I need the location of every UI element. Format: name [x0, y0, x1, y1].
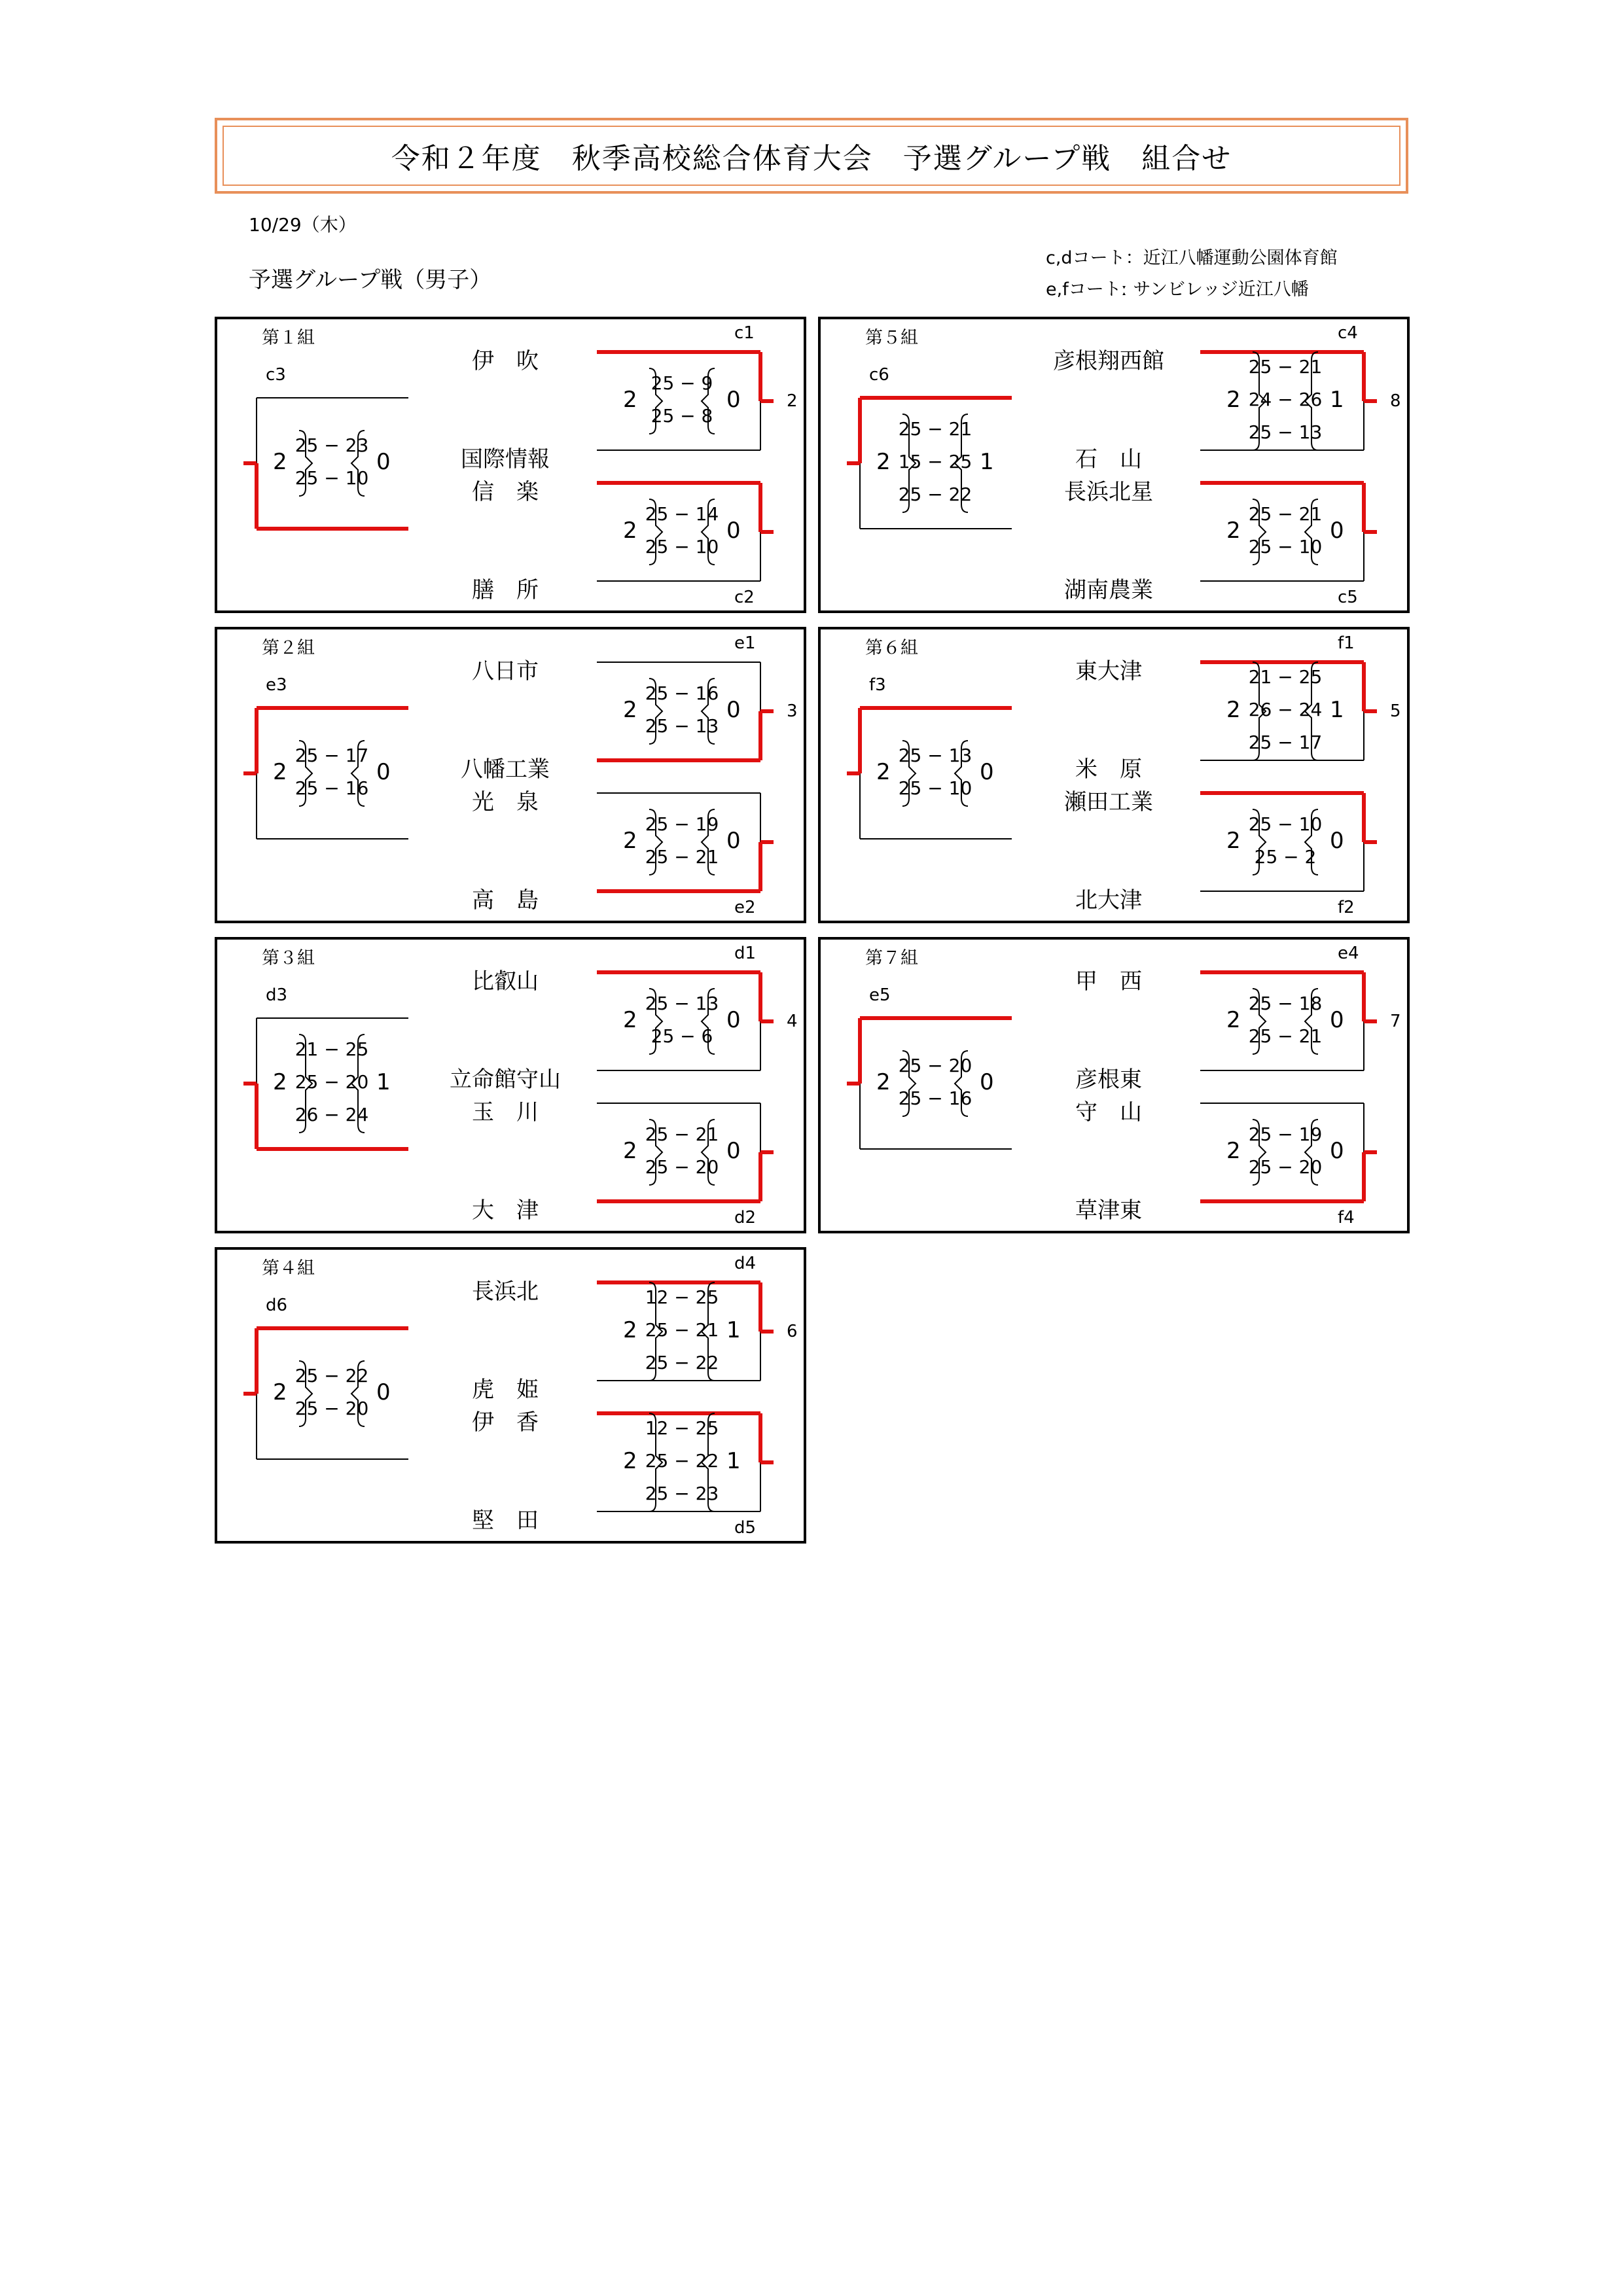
page-title: 令和２年度 秋季高校総合体育大会 予選グループ戦 組合せ — [391, 142, 1232, 175]
sets-won-right: 0 — [1330, 1138, 1344, 1164]
team-name: 甲 西 — [1075, 968, 1142, 995]
sets-won-left: 2 — [273, 1069, 287, 1095]
set-score: 25 − 21 — [1248, 1025, 1323, 1047]
set-score: 25 − 21 — [645, 1123, 719, 1145]
team-name: 守 山 — [1075, 1099, 1142, 1125]
sets-won-left: 2 — [1226, 697, 1241, 723]
set-score: 25 − 17 — [294, 745, 369, 766]
set-score: 25 − 13 — [1248, 421, 1323, 443]
set-score: 12 − 25 — [645, 1286, 719, 1308]
set-score: 15 − 25 — [898, 451, 972, 472]
sets-won-right: 1 — [376, 1069, 391, 1095]
sets-won-right: 0 — [980, 1069, 994, 1095]
team-name: 伊 吹 — [472, 348, 539, 374]
final-rank: 3 — [787, 701, 798, 721]
sets-won-right: 0 — [980, 759, 994, 785]
sets-won-right: 1 — [1330, 697, 1344, 723]
team-name: 彦根東 — [1075, 1067, 1142, 1093]
sets-won-right: 0 — [1330, 518, 1344, 544]
set-score: 25 − 10 — [898, 777, 972, 799]
group-1 — [215, 317, 806, 613]
court-info-ef: e,fコートː サンビレッジ近江八幡 — [1046, 279, 1309, 300]
section-subtitle: 予選グループ戦（男子） — [249, 267, 492, 293]
court-label: c5 — [1338, 588, 1358, 607]
court-label: e2 — [734, 898, 756, 917]
set-score: 25 − 20 — [645, 1156, 719, 1178]
sets-won-left: 2 — [623, 1007, 637, 1033]
set-score: 26 − 24 — [1248, 699, 1323, 720]
group-3 — [215, 627, 806, 923]
court-label: f2 — [1338, 898, 1355, 917]
team-name: 堅 田 — [472, 1508, 539, 1534]
team-name: 立命館守山 — [450, 1067, 561, 1093]
set-score: 25 − 22 — [645, 1450, 719, 1472]
group-label: 第３組 — [262, 948, 315, 968]
court-label: e4 — [1338, 944, 1359, 963]
group-7 — [215, 1247, 806, 1544]
court-label: c6 — [869, 365, 889, 385]
sets-won-left: 2 — [1226, 387, 1241, 413]
group-label: 第７組 — [865, 948, 918, 968]
sets-won-left: 2 — [876, 449, 891, 475]
sets-won-left: 2 — [1226, 1138, 1241, 1164]
title-inner-frame — [223, 126, 1400, 186]
final-rank: 4 — [787, 1012, 798, 1031]
court-label: f4 — [1338, 1208, 1355, 1227]
set-score: 25 − 2 — [1254, 846, 1317, 868]
team-name: 東大津 — [1075, 658, 1142, 684]
sets-won-right: 0 — [376, 759, 391, 785]
sets-won-left: 2 — [273, 449, 287, 475]
team-name: 瀬田工業 — [1064, 789, 1153, 815]
set-score: 25 − 10 — [1248, 536, 1323, 557]
sets-won-right: 0 — [726, 1138, 741, 1164]
set-score: 25 − 19 — [645, 813, 719, 835]
sets-won-left: 2 — [623, 518, 637, 544]
set-score: 25 − 20 — [294, 1071, 369, 1093]
title-box — [215, 118, 1408, 194]
team-name: 虎 姫 — [472, 1377, 539, 1403]
group-6 — [818, 937, 1410, 1233]
sets-won-right: 1 — [1330, 387, 1344, 413]
sets-won-right: 0 — [726, 387, 741, 413]
sets-won-left: 2 — [623, 1317, 637, 1343]
set-score: 25 − 21 — [898, 418, 972, 440]
match-date: 10/29（木） — [249, 214, 357, 236]
set-score: 25 − 20 — [294, 1398, 369, 1419]
team-name: 高 島 — [472, 887, 539, 913]
set-score: 25 − 10 — [1248, 813, 1323, 835]
team-name: 八幡工業 — [461, 756, 550, 783]
sets-won-right: 1 — [980, 449, 994, 475]
team-name: 米 原 — [1075, 756, 1142, 783]
sets-won-right: 0 — [726, 1007, 741, 1033]
set-score: 25 − 13 — [645, 715, 719, 737]
set-score: 25 − 23 — [294, 434, 369, 456]
sets-won-left: 2 — [623, 1138, 637, 1164]
team-name: 湖南農業 — [1064, 577, 1153, 603]
sets-won-right: 0 — [376, 449, 391, 475]
set-score: 25 − 13 — [645, 993, 719, 1014]
group-label: 第２組 — [262, 638, 315, 658]
sets-won-left: 2 — [876, 759, 891, 785]
team-name: 膳 所 — [472, 577, 539, 603]
sets-won-right: 0 — [726, 518, 741, 544]
sets-won-right: 0 — [1330, 1007, 1344, 1033]
team-name: 八日市 — [472, 658, 539, 684]
team-name: 北大津 — [1075, 887, 1142, 913]
set-score: 25 − 18 — [1248, 993, 1323, 1014]
set-score: 25 − 21 — [1248, 356, 1323, 378]
court-label: c2 — [734, 588, 755, 607]
court-label: d5 — [734, 1518, 757, 1538]
group-label: 第５組 — [865, 328, 918, 348]
sets-won-right: 0 — [376, 1379, 391, 1405]
court-label: d3 — [266, 985, 288, 1005]
sets-won-right: 1 — [726, 1317, 741, 1343]
sets-won-left: 2 — [273, 759, 287, 785]
set-score: 25 − 17 — [1248, 732, 1323, 753]
set-score: 25 − 21 — [1248, 503, 1323, 525]
set-score: 25 − 21 — [645, 846, 719, 868]
set-score: 25 − 23 — [645, 1483, 719, 1504]
team-name: 信 楽 — [472, 479, 539, 505]
court-label: d4 — [734, 1254, 757, 1273]
group-5 — [215, 937, 806, 1233]
court-label: c3 — [266, 365, 286, 385]
team-name: 光 泉 — [472, 789, 539, 815]
sets-won-left: 2 — [623, 697, 637, 723]
team-name: 国際情報 — [461, 446, 550, 472]
set-score: 25 − 10 — [294, 467, 369, 489]
final-rank: 6 — [787, 1322, 798, 1341]
set-score: 25 − 10 — [645, 536, 719, 557]
set-score: 25 − 9 — [651, 372, 713, 394]
court-label: d6 — [266, 1296, 288, 1315]
court-label: e1 — [734, 633, 756, 653]
set-score: 24 − 26 — [1248, 389, 1323, 410]
set-score: 25 − 22 — [294, 1365, 369, 1386]
sets-won-left: 2 — [273, 1379, 287, 1405]
final-rank: 7 — [1390, 1012, 1401, 1031]
sets-won-left: 2 — [1226, 1007, 1241, 1033]
sets-won-right: 0 — [726, 828, 741, 854]
sets-won-left: 2 — [1226, 518, 1241, 544]
final-rank: 5 — [1390, 701, 1401, 721]
final-rank: 2 — [787, 391, 798, 411]
court-label: c4 — [1338, 323, 1358, 343]
team-name: 長浜北星 — [1064, 479, 1153, 505]
set-score: 25 − 16 — [898, 1087, 972, 1109]
court-label: f3 — [869, 675, 886, 695]
set-score: 12 − 25 — [645, 1417, 719, 1439]
set-score: 25 − 6 — [651, 1025, 713, 1047]
set-score: 25 − 19 — [1248, 1123, 1323, 1145]
set-score: 25 − 21 — [645, 1319, 719, 1341]
sets-won-left: 2 — [1226, 828, 1241, 854]
team-name: 伊 香 — [472, 1409, 539, 1436]
set-score: 25 − 20 — [1248, 1156, 1323, 1178]
sets-won-left: 2 — [623, 387, 637, 413]
team-name: 比叡山 — [472, 968, 539, 995]
court-label: d2 — [734, 1208, 757, 1227]
set-score: 25 − 16 — [294, 777, 369, 799]
team-name: 大 津 — [472, 1197, 539, 1224]
set-score: 25 − 20 — [898, 1055, 972, 1076]
sets-won-right: 1 — [726, 1448, 741, 1474]
sets-won-right: 0 — [726, 697, 741, 723]
set-score: 26 − 24 — [294, 1104, 369, 1125]
court-label: c1 — [734, 323, 755, 343]
team-name: 長浜北 — [472, 1279, 539, 1305]
group-4 — [818, 627, 1410, 923]
set-score: 25 − 8 — [651, 405, 713, 427]
court-label: f1 — [1338, 633, 1355, 653]
final-rank: 8 — [1390, 391, 1401, 411]
team-name: 草津東 — [1075, 1197, 1142, 1224]
set-score: 21 − 25 — [1248, 666, 1323, 688]
group-label: 第４組 — [262, 1258, 315, 1279]
group-2 — [818, 317, 1410, 613]
court-info-cd: c,dコート：近江八幡運動公園体育館 — [1046, 248, 1338, 268]
group-label: 第１組 — [262, 328, 315, 348]
team-name: 彦根翔西館 — [1053, 348, 1164, 374]
court-label: d1 — [734, 944, 757, 963]
set-score: 25 − 16 — [645, 682, 719, 704]
set-score: 25 − 13 — [898, 745, 972, 766]
team-name: 石 山 — [1075, 446, 1142, 472]
court-label: e5 — [869, 985, 891, 1005]
group-label: 第６組 — [865, 638, 918, 658]
set-score: 25 − 22 — [898, 484, 972, 505]
set-score: 25 − 14 — [645, 503, 719, 525]
sets-won-left: 2 — [623, 1448, 637, 1474]
set-score: 25 − 22 — [645, 1352, 719, 1373]
sets-won-left: 2 — [623, 828, 637, 854]
team-name: 玉 川 — [472, 1099, 539, 1125]
sets-won-right: 0 — [1330, 828, 1344, 854]
sets-won-left: 2 — [876, 1069, 891, 1095]
set-score: 21 − 25 — [294, 1038, 369, 1060]
court-label: e3 — [266, 675, 287, 695]
